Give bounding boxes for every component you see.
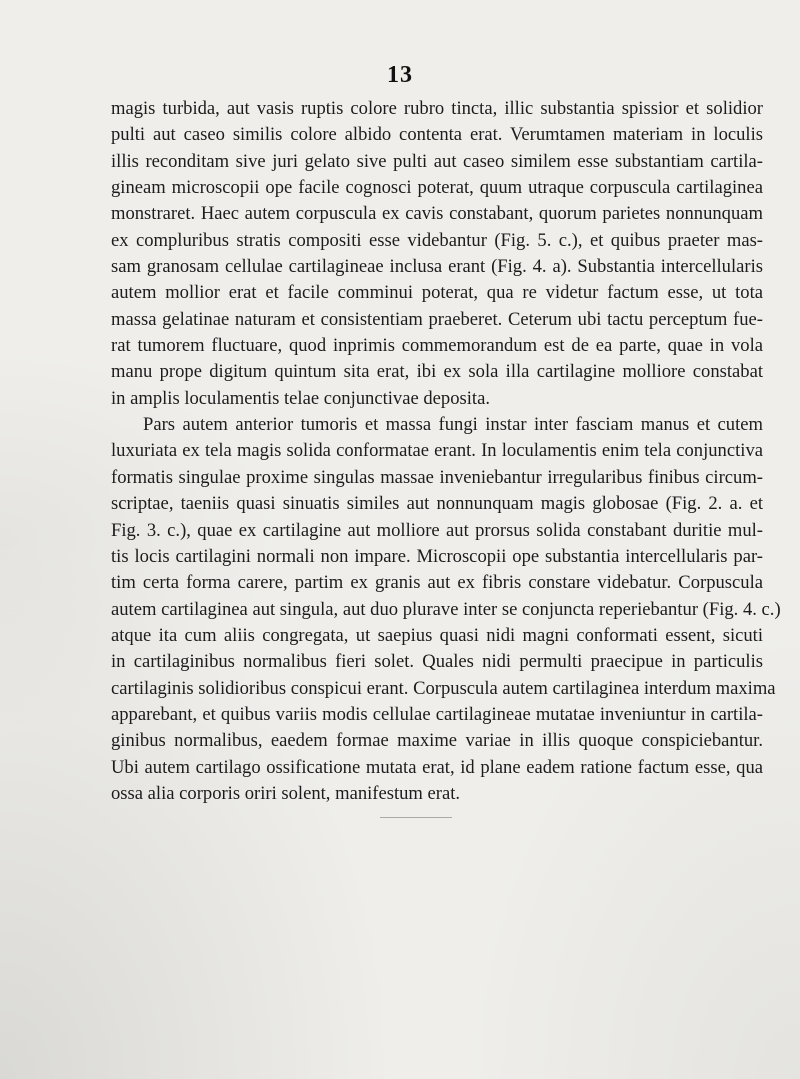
- paragraph-end-line: ossa alia corporis oriri solent, manifestum erat.: [111, 782, 461, 804]
- text-line: Fig. 3. c.), quae ex cartilagine aut molliore aut prorsus solida constabant duritie mul-: [111, 519, 763, 541]
- text-line: atque ita cum aliis congregata, ut saepius quasi nidi magni conformati essent, sicuti: [111, 624, 763, 646]
- text-line: massa gelatinae naturam et consistentiam praeberet. Ceterum ubi tactu perceptum fue-: [111, 308, 763, 330]
- text-line: gineam microscopii ope facile cognosci poterat, quum utraque corpuscula cartilaginea: [111, 177, 763, 199]
- text-line: sam granosam cellulae cartilagineae inclusa erant (Fig. 4. a). Substantia intercellularis: [111, 256, 763, 278]
- text-line: magis turbida, aut vasis ruptis colore rubro tincta, illic substantia spissior et solidior: [111, 98, 763, 119]
- text-line: rat tumorem fluctuare, quod inprimis commemorandum est de ea parte, quae in vola: [111, 335, 763, 357]
- text-line: autem mollior erat et facile comminui poterat, qua re videtur factum esse, ut tota: [111, 282, 763, 304]
- text-line: tim certa forma carere, partim ex granis aut ex fibris constare videbatur. Corpuscula: [111, 572, 763, 594]
- text-line: in cartilaginibus normalibus fieri solet. Quales nidi permulti praecipue in particulis: [111, 651, 763, 673]
- page-number: 13: [387, 62, 413, 88]
- text-line: ginibus normalibus, eaedem formae maxime variae in illis quoque conspiciebantur.: [111, 730, 763, 752]
- text-line: scriptae, taeniis quasi sinuatis similes aut nonnunquam magis globosae (Fig. 2. a. et: [111, 493, 763, 515]
- text-line: ex compluribus stratis compositi esse videbantur (Fig. 5. c.), et quibus praeter mas-: [111, 229, 763, 251]
- text-line: luxuriata ex tela magis solida conformatae erant. In loculamentis enim tela conjunctiva: [111, 440, 763, 462]
- text-line: pulti aut caseo similis colore albido contenta erat. Verumtamen materiam in loculis: [111, 124, 763, 146]
- text-line: illis reconditam sive juri gelato sive pulti aut caseo similem esse substantiam cartila-: [111, 150, 763, 172]
- text-line: tis locis cartilagini normali non impare. Microscopii ope substantia intercellularis par-: [111, 545, 763, 567]
- paragraph-end-line: in amplis loculamentis telae conjunctivae deposita.: [111, 387, 490, 409]
- section-rule: [380, 817, 452, 818]
- text-line: formatis singulae proxime singulas massae inveniebantur irregularibus finibus circum-: [111, 466, 763, 488]
- text-line: Ubi autem cartilago ossificatione mutata erat, id plane eadem ratione factum esse, qua: [111, 756, 763, 778]
- text-line: monstraret. Haec autem corpuscula ex cavis constabant, quorum parietes nonnunquam: [111, 203, 763, 225]
- text-line: manu prope digitum quintum sita erat, ibi ex sola illa cartilagine molliore constabat: [111, 361, 763, 383]
- paragraph-start-line: Pars autem anterior tumoris et massa fungi instar inter fasciam manus et cutem: [143, 414, 763, 436]
- text-line: autem cartilaginea aut singula, aut duo plurave inter se conjuncta reperiebantur (Fig. 4. c.): [111, 598, 781, 620]
- text-line: apparebant, et quibus variis modis cellulae cartilagineae mutatae inveniuntur in cartila-: [111, 703, 763, 725]
- body-text: [111, 96, 781, 807]
- text-line: cartilaginis solidioribus conspicui erant. Corpuscula autem cartilaginea interdum maxima: [111, 677, 776, 699]
